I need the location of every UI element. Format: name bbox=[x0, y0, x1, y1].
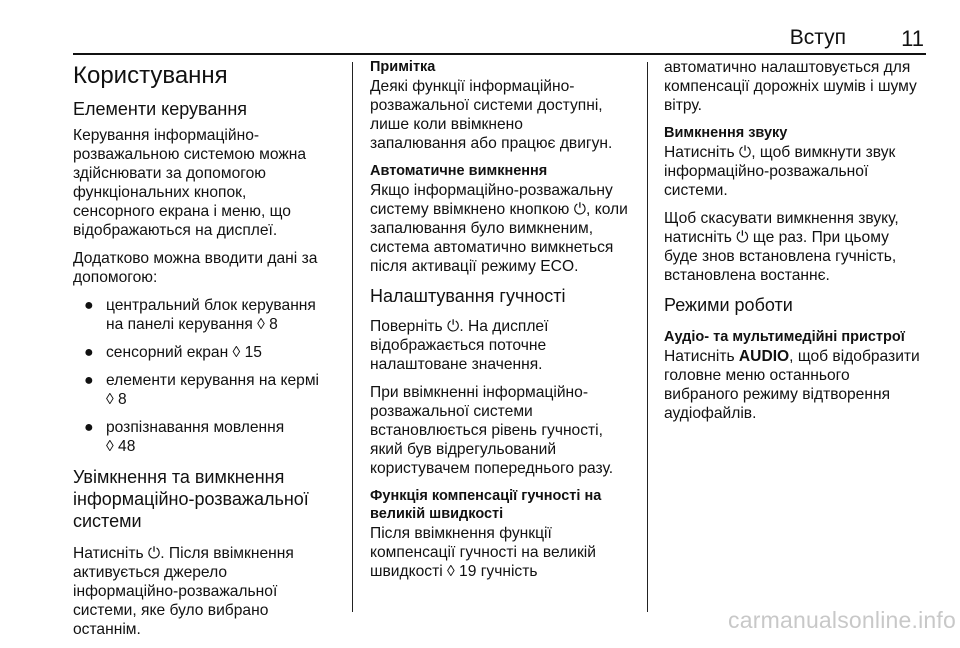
column-1 bbox=[73, 58, 335, 648]
watermark: carmanualsonline.info bbox=[728, 607, 956, 633]
volume-paragraph-1: Поверніть ⏻. На дисплеї відображається поточне налаштоване значення. bbox=[370, 318, 549, 373]
list-item: ● розпізнавання мовлення ◊ 48 bbox=[84, 419, 285, 455]
section-title: Вступ bbox=[789, 26, 846, 49]
page-title: Користування bbox=[73, 62, 228, 89]
bullet-icon: ● bbox=[84, 344, 94, 361]
input-methods-list bbox=[73, 296, 335, 456]
mute-heading: Вимкнення звуку bbox=[664, 125, 788, 141]
page-header bbox=[73, 26, 926, 54]
note-block bbox=[350, 58, 635, 153]
audio-button-label: AUDIO bbox=[738, 348, 790, 365]
modes-heading: Режими роботи bbox=[664, 295, 793, 315]
audio-heading: Аудіо- та мультимедійні пристрої bbox=[664, 329, 905, 345]
speed-volume-heading: Функція компенсації гучності на великій швидкості bbox=[370, 488, 602, 522]
mute-paragraph-2: Щоб скасувати вимкнення звуку, натисніть ⏻ ще раз. При цьому буде знов встановлена гучність, встановлена востаннє. bbox=[664, 210, 899, 284]
column-3 bbox=[664, 58, 928, 432]
power-heading: Увімкнення та вимкнення інформаційно-розважальної системи bbox=[73, 467, 309, 531]
power-paragraph: Натисніть ⏻. Після ввімкнення активується джерело інформаційно-розважальної системи, яке було вибрано останнім. bbox=[73, 545, 294, 638]
controls-paragraph: Керування інформаційно- розважальною системою можна здійснювати за допомогою функціональних кнопок, сенсорного екрана і меню, що відображаються на дисплеї. bbox=[73, 127, 307, 239]
mute-paragraph-1: Натисніть ⏻, щоб вимкнути звук інформаційно-розважальної системи. bbox=[664, 144, 896, 199]
continued-paragraph: автоматично налаштовується для компенсації дорожніх шумів і шуму вітру. bbox=[664, 59, 917, 114]
bullet-icon: ● bbox=[84, 419, 94, 436]
list-item: ● сенсорний екран ◊ 15 bbox=[84, 344, 262, 361]
note-title: Примітка bbox=[370, 59, 436, 75]
controls-heading: Елементи керування bbox=[73, 99, 248, 119]
column-divider-2 bbox=[647, 62, 648, 612]
note-text: Деякі функції інформаційно- розважальної системи доступні, лише коли ввімкнено запалювання або працює двигун. bbox=[370, 78, 613, 152]
header-rule bbox=[73, 53, 926, 55]
speed-volume-paragraph: Після ввімкнення функції компенсації гучності на великій швидкості ◊ 19 гучність bbox=[370, 525, 596, 580]
list-item: ● елементи керування на кермі ◊ 8 bbox=[84, 372, 320, 408]
list-item: ● центральний блок керування на панелі керування ◊ 8 bbox=[84, 297, 316, 333]
bullet-icon: ● bbox=[84, 297, 94, 314]
auto-off-heading: Автоматичне вимкнення bbox=[370, 163, 548, 179]
bullet-icon: ● bbox=[84, 372, 94, 389]
auto-off-paragraph: Якщо інформаційно-розважальну систему ввімкнено кнопкою ⏻, коли запалювання було вимкненим, система автоматично вимкнеться після активації режиму ECO. bbox=[370, 182, 628, 275]
volume-paragraph-2: При ввімкненні інформаційно- розважальної системи встановлюється рівень гучності, який був відрегульований користувачем попереднього разу. bbox=[370, 384, 614, 477]
page-number: 11 bbox=[901, 26, 924, 51]
audio-paragraph: Натисніть AUDIO, щоб відобразити головне меню останнього вибраного режиму відтворення аудіофайлів. bbox=[664, 348, 920, 422]
input-paragraph: Додатково можна вводити дані за допомогою: bbox=[73, 250, 318, 286]
volume-heading: Налаштування гучності bbox=[370, 286, 566, 306]
column-2 bbox=[350, 58, 635, 590]
